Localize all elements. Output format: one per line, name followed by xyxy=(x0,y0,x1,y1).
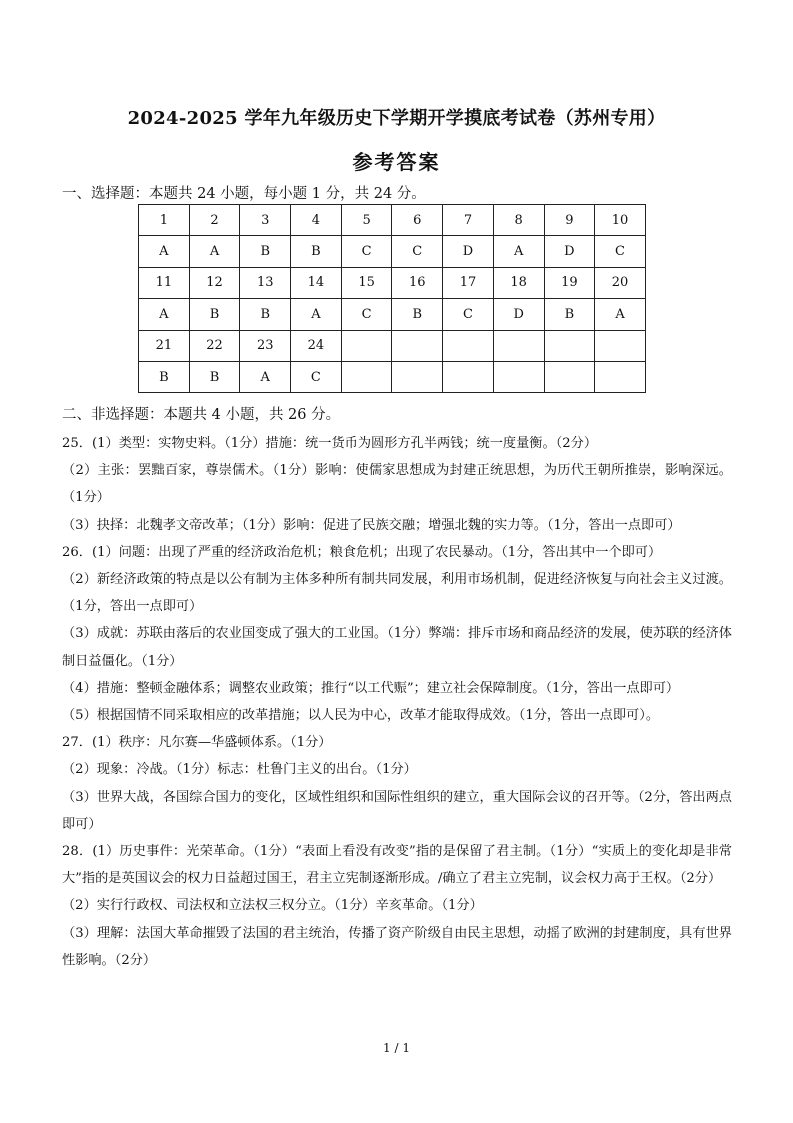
table-cell: C xyxy=(595,236,646,267)
answer-paragraph: （2）主张：罢黜百家，尊崇儒术。（1分）影响：使儒家思想成为封建正统思想，为历代王朝所推崇，影响深远。（1分） xyxy=(62,463,732,506)
table-row xyxy=(139,205,646,236)
section1-heading: 一、选择题：本题共 24 小题，每小题 1 分，共 24 分。 xyxy=(62,186,426,202)
table-cell: B xyxy=(139,361,190,392)
answer-paragraph: （4）措施：整顿金融体系；调整农业政策；推行“以工代赈”；建立社会保障制度。（1分，答出一点即可） xyxy=(62,680,680,696)
table-cell: 18 xyxy=(493,267,544,298)
table-cell: 17 xyxy=(443,267,494,298)
answer-paragraph: （5）根据国情不同采取相应的改革措施；以人民为中心，改革才能取得成效。（1分，答出一点即可）。 xyxy=(62,708,660,724)
table-cell: 1 xyxy=(139,205,190,236)
answer-paragraph: 25．(1）类型：实物史料。（1分）措施：统一货币为圆形方孔半两钱；统一度量衡。（2分） xyxy=(62,436,598,451)
table-cell xyxy=(595,361,646,392)
table-cell: 7 xyxy=(443,205,494,236)
table-cell: B xyxy=(544,299,595,330)
table-cell xyxy=(392,330,443,361)
table-cell: C xyxy=(341,236,392,267)
table-cell: 13 xyxy=(240,267,291,298)
table-cell xyxy=(595,330,646,361)
table-cell: B xyxy=(392,299,443,330)
table-cell: C xyxy=(291,361,342,392)
answer-table xyxy=(138,204,646,393)
table-cell: D xyxy=(493,299,544,330)
table-cell: 4 xyxy=(291,205,342,236)
answer-paragraph: （2）新经济政策的特点是以公有制为主体多种所有制共同发展，利用市场机制，促进经济恢复与向社会主义过渡。（1分，答出一点即可） xyxy=(62,572,732,615)
table-cell xyxy=(544,330,595,361)
table-cell: 19 xyxy=(544,267,595,298)
section2-heading: 二、非选择题：本题共 4 小题，共 26 分。 xyxy=(62,407,341,423)
table-row xyxy=(139,361,646,392)
table-cell: 12 xyxy=(189,267,240,298)
table-cell: 2 xyxy=(189,205,240,236)
page-number: 1 / 1 xyxy=(383,1041,410,1055)
table-cell: A xyxy=(240,361,291,392)
table-cell: 20 xyxy=(595,267,646,298)
table-cell: 5 xyxy=(341,205,392,236)
table-cell xyxy=(493,361,544,392)
answer-paragraph: （2）现象：冷战。（1分）标志：杜鲁门主义的出台。（1分） xyxy=(62,762,417,778)
answer-paragraph: 26．(1）问题：出现了严重的经济政治危机；粮食危机；出现了农民暴动。（1分，答出其中一个即可） xyxy=(62,544,662,560)
table-cell: D xyxy=(544,236,595,267)
table-cell: 23 xyxy=(240,330,291,361)
table-row xyxy=(139,267,646,298)
table-cell: 6 xyxy=(392,205,443,236)
table-row xyxy=(139,299,646,330)
table-cell xyxy=(443,330,494,361)
table-cell: B xyxy=(291,236,342,267)
table-row xyxy=(139,236,646,267)
table-cell xyxy=(341,361,392,392)
table-cell: C xyxy=(392,236,443,267)
table-cell xyxy=(443,361,494,392)
table-cell: 3 xyxy=(240,205,291,236)
table-cell: B xyxy=(240,236,291,267)
table-cell: C xyxy=(341,299,392,330)
table-cell: C xyxy=(443,299,494,330)
answer-paragraph: （3）世界大战，各国综合国力的变化，区域性组织和国际性组织的建立，重大国际会议的召开等。（2分，答出两点即可） xyxy=(62,789,732,832)
table-cell xyxy=(544,361,595,392)
table-cell: 14 xyxy=(291,267,342,298)
answer-paragraph: 27．(1）秩序：凡尔赛—华盛顿体系。（1分） xyxy=(62,735,332,751)
table-cell: 8 xyxy=(493,205,544,236)
answer-paragraph: （3）抉择：北魏孝文帝改革；（1分）影响：促进了民族交融；增强北魏的实力等。（1分，答出一点即可） xyxy=(62,517,681,533)
table-cell xyxy=(493,330,544,361)
answer-paragraphs xyxy=(62,430,732,974)
table-cell: 9 xyxy=(544,205,595,236)
table-cell: A xyxy=(493,236,544,267)
page-title: 2024-2025 学年九年级历史下学期开学摸底考试卷（苏州专用） xyxy=(127,108,666,129)
table-cell: A xyxy=(291,299,342,330)
table-cell: 10 xyxy=(595,205,646,236)
table-cell: A xyxy=(139,236,190,267)
answer-paragraph: （3）成就：苏联由落后的农业国变成了强大的工业国。（1分）弊端：排斥市场和商品经济的发展，使苏联的经济体制日益僵化。（1分） xyxy=(62,626,732,669)
table-cell: B xyxy=(189,361,240,392)
table-row xyxy=(139,330,646,361)
table-cell: B xyxy=(189,299,240,330)
table-cell: 21 xyxy=(139,330,190,361)
table-cell: A xyxy=(189,236,240,267)
table-cell xyxy=(341,330,392,361)
table-cell: 15 xyxy=(341,267,392,298)
table-cell: 24 xyxy=(291,330,342,361)
table-cell: A xyxy=(139,299,190,330)
answer-paragraph: （3）理解：法国大革命摧毁了法国的君主统治，传播了资产阶级自由民主思想，动摇了欧洲的封建制度，具有世界性影响。（2分） xyxy=(62,925,732,968)
table-cell: B xyxy=(240,299,291,330)
answer-paragraph: 28．(1）历史事件：光荣革命。（1分）“表面上看没有改变”指的是保留了君主制。（1分）“实质上的变化却是非常大”指的是英国议会的权力日益超过国王，君主立宪制逐渐形成。/确立了君主立宪制，议会权力高于王权。（2分） xyxy=(62,844,732,887)
table-cell xyxy=(392,361,443,392)
table-cell: 11 xyxy=(139,267,190,298)
table-cell: 22 xyxy=(189,330,240,361)
table-cell: 16 xyxy=(392,267,443,298)
table-cell: A xyxy=(595,299,646,330)
table-cell: D xyxy=(443,236,494,267)
answer-paragraph: （2）实行行政权、司法权和立法权三权分立。（1分）辛亥革命。（1分） xyxy=(62,898,483,914)
page-subtitle: 参考答案 xyxy=(352,150,441,174)
